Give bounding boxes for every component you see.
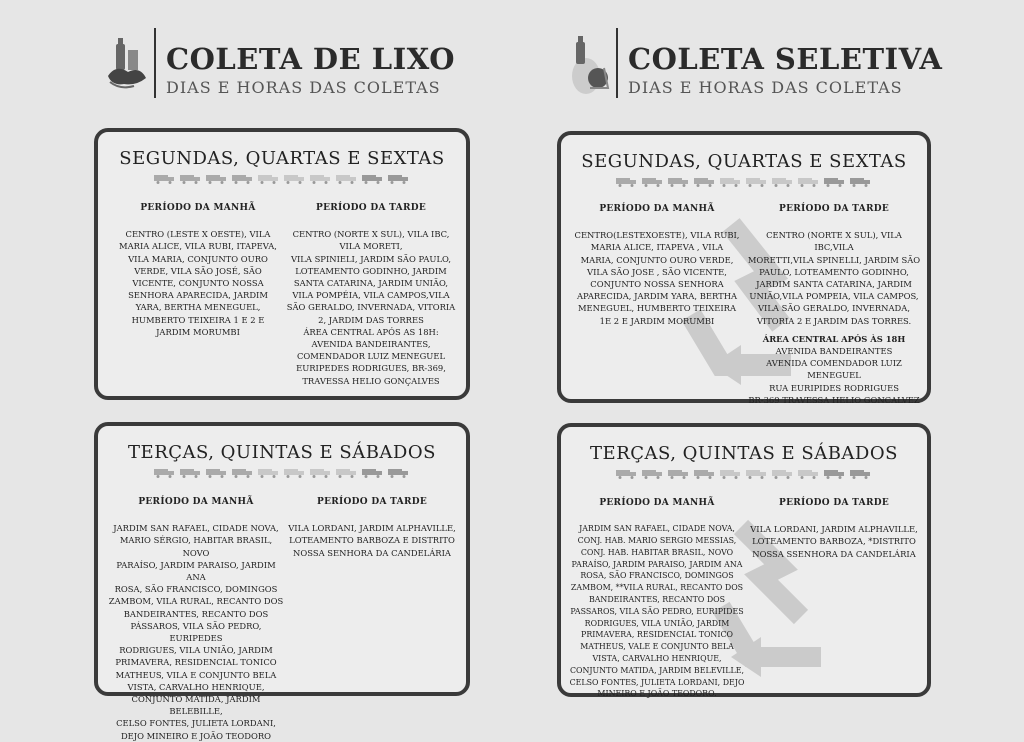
afternoon-neighborhoods: CENTRO (NORTE X SUL), VILA IBC,VILA MORETTI,VILA SPINELLI, JARDIM SÃO PAULO, LOTEAMENTO GODINHO, JARDIM SANTA CATARINA, JARDIM UNIÃO,VILA POMPEIA, VILA CAMPOS, VILA SÃO GERALDO, INVERNADA, VITORIA 2 E JARDIM DAS TORRES. [747,230,921,326]
garbage-truck-icon [850,177,872,187]
schedule-card-lixo-seg-qua-sex [94,128,470,400]
garbage-truck-icon [824,469,846,479]
garbage-truck-icon [154,174,176,184]
garbage-truck-icon [616,177,638,187]
garbage-truck-icon [720,469,742,479]
garbage-truck-icon [798,469,820,479]
truck-row [561,177,927,190]
morning-neighborhoods: CENTRO(LESTEXOESTE), VILA RUBI, MARIA ALICE, ITAPEVA , VILA MARIA, CONJUNTO OURO VERDE, VILA SÃO JOSE , SÃO VICENTE, CONJUNTO NOSSA SENHORA APARECIDA, JARDIM YARA, BERTHA MENEGUEL, HUMBERTO TEIXEIRA 1E 2 E JARDIM MORUMBI [574,230,740,326]
afternoon-column [284,496,460,559]
garbage-truck-icon [232,468,254,478]
header-divider [616,28,618,98]
card-days-title: TERÇAS, QUINTAS E SÁBADOS [590,443,898,464]
afternoon-column [747,497,921,560]
afternoon-column [282,202,460,387]
morning-label: PERÍODO DA MANHÃ [140,203,256,213]
garbage-truck-icon [720,177,742,187]
card-days-title: SEGUNDAS, QUARTAS E SEXTAS [119,148,445,169]
garbage-truck-icon [310,174,332,184]
morning-neighborhoods: CENTRO (LESTE X OESTE), VILA MARIA ALICE, VILA RUBI, ITAPEVA, VILA MARIA, CONJUNTO OURO VERDE, VILA SÃO JOSÉ, SÃO VICENTE, CONJUNTO NOSSA SENHORA APARECIDA, JARDIM YARA, BERTHA MENEGUEL, HUMBERTO TEIXEIRA 1 E 2 E JARDIM MORUMBI [119,229,277,337]
afternoon-label: PERÍODO DA TARDE [317,497,427,507]
morning-label: PERÍODO DA MANHÃ [599,498,715,508]
garbage-truck-icon [642,469,664,479]
garbage-truck-icon [284,174,306,184]
truck-row [98,174,466,187]
afternoon-label: PERÍODO DA TARDE [779,498,889,508]
garbage-truck-icon [362,468,384,478]
garbage-truck-icon [388,174,410,184]
morning-label: PERÍODO DA MANHÃ [599,204,715,214]
morning-neighborhoods: JARDIM SAN RAFAEL, CIDADE NOVA, MARIO SÉRGIO, HABITAR BRASIL, NOVO PARAÍSO, JARDIM PARAISO, JARDIM ANA ROSA, SÃO FRANCISCO, DOMINGOS ZAMBOM, VILA RURAL, RECANTO DOS BANDEIRANTES, RECANTO DOS PÁSSAROS, VILA SÃO PEDRO, EURIPEDES RODRIGUES, VILA UNIÃO, JARDIM PRIMAVERA, RESIDENCIAL TONICO MATHEUS, VILA E CONJUNTO BELA VISTA, CARVALHO HENRIQUE, CONJUNTO MATIDA, JARDIM BELEBILLE, CELSO FONTES, JULIETA LORDANI, DEJO MINEIRO E JOÃO TEODORO [108,523,284,741]
garbage-truck-icon [694,469,716,479]
garbage-truck-icon [284,468,306,478]
card-days-title: SEGUNDAS, QUARTAS E SEXTAS [581,151,907,172]
morning-column [106,496,286,742]
garbage-truck-icon [258,174,280,184]
garbage-truck-icon [258,468,280,478]
right-header [568,28,943,100]
morning-neighborhoods: JARDIM SAN RAFAEL, CIDADE NOVA, CONJ. HAB. MARIO SERGIO MESSIAS, CONJ. HAB. HABITAR BRASIL, NOVO PARAÍSO, JARDIM PARAISO, JARDIM ANA ROSA, SÃO FRANCISCO, DOMINGOS ZAMBOM, **VILA RURAL, RECANTO DOS BANDEIRANTES, RECANTO DOS PASSAROS, VILA SÃO PEDRO, EURIPIDES RODRIGUES, VILA UNIÃO, JARDIM PRIMAVERA, RESIDENCIAL TONICO MATHEUS, VALE E CONJUNTO BELA VISTA, CARVALHO HENRIQUE, CONJUNTO MATIDA, JARDIM BELEVILLE, CELSO FONTES, JULIETA LORDANI, DEJO MINEIRO E JOÃO TEODORO. [569,524,745,699]
garbage-truck-icon [154,468,176,478]
schedule-card-seletiva-seg-qua-sex [557,131,931,403]
header-divider [154,28,156,98]
page-title: COLETA DE LIXO [166,42,455,76]
truck-row [561,469,927,482]
morning-column [569,203,745,327]
garbage-truck-icon [310,468,332,478]
garbage-truck-icon [798,177,820,187]
afternoon-neighborhoods: VILA LORDANI, JARDIM ALPHAVILLE, LOTEAMENTO BARBOZA, *DISTRITO NOSSA SSENHORA DA CANDELÁRIA [750,524,918,559]
card-days-title: TERÇAS, QUINTAS E SÁBADOS [128,442,436,463]
truck-row [98,468,466,481]
afternoon-label: PERÍODO DA TARDE [779,204,889,214]
page-subtitle: DIAS E HORAS DAS COLETAS [628,78,903,97]
garbage-truck-icon [694,177,716,187]
garbage-truck-icon [850,469,872,479]
garbage-truck-icon [642,177,664,187]
schedule-card-lixo-ter-qui-sab [94,422,470,741]
garbage-truck-icon [336,468,358,478]
garbage-truck-icon [362,174,384,184]
afternoon-neighborhoods: VILA LORDANI, JARDIM ALPHAVILLE, LOTEAMENTO BARBOZA E DISTRITO NOSSA SENHORA DA CANDELÁRIA [288,523,456,558]
afternoon-neighborhoods: CENTRO (NORTE X SUL), VILA IBC, VILA MORETI, VILA SPINIELI, JARDIM SÃO PAULO, LOTEAMENTO GODINHO, JARDIM SANTA CATARINA, JARDIM UNIÃO, VILA POMPÉIA, VILA CAMPOS,VILA SÃO GERALDO, INVERNADA, VITORIA 2, JARDIM DAS TORRES ÁREA CENTRAL APÓS AS 18H: AVENIDA BANDEIRANTES, COMENDADOR LUIZ MENEGUEL EURIPEDES RODRIGUES, BR-369, TRAVESSA HELIO GONÇALVES [286,229,456,386]
morning-column [569,497,745,700]
garbage-truck-icon [388,468,410,478]
recycle-bin-icon [568,28,618,98]
garbage-truck-icon [206,468,228,478]
garbage-truck-icon [772,177,794,187]
garbage-truck-icon [746,469,768,479]
garbage-truck-icon [206,174,228,184]
central-area-streets: AVENIDA BANDEIRANTES AVENIDA COMENDADOR LUIZ MENEGUEL RUA EURIPIDES RODRIGUES BR-369 TRAVESSA HELIO GONCALVEZ [748,346,920,405]
garbage-truck-icon [336,174,358,184]
garbage-truck-icon [232,174,254,184]
central-area-label: ÁREA CENTRAL APÓS ÀS 18H [762,333,906,344]
garbage-truck-icon [180,468,202,478]
trash-bag-bottle-icon [106,28,156,98]
garbage-truck-icon [180,174,202,184]
morning-column [110,202,286,338]
page-title: COLETA SELETIVA [628,42,943,76]
garbage-truck-icon [668,469,690,479]
afternoon-label: PERÍODO DA TARDE [316,203,426,213]
afternoon-column [747,203,921,406]
schedule-card-seletiva-ter-qui-sab [557,423,931,697]
garbage-truck-icon [824,177,846,187]
garbage-truck-icon [668,177,690,187]
morning-label: PERÍODO DA MANHÃ [138,497,254,507]
garbage-truck-icon [746,177,768,187]
garbage-truck-icon [616,469,638,479]
garbage-truck-icon [772,469,794,479]
left-header [106,28,455,100]
page-subtitle: DIAS E HORAS DAS COLETAS [166,78,441,97]
